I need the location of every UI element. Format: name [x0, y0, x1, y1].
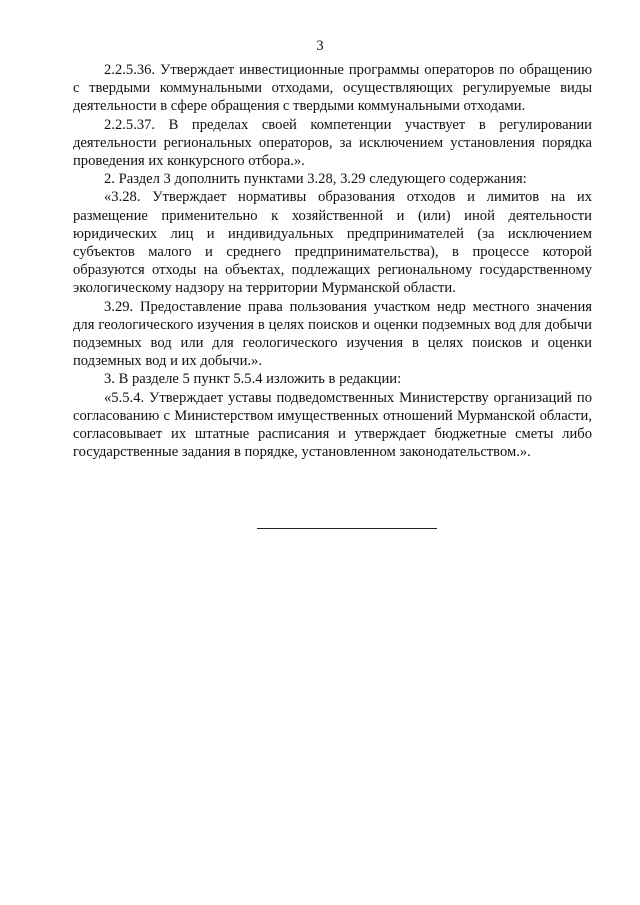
- document-body: [73, 61, 592, 461]
- page-number: 3: [316, 38, 324, 54]
- paragraph-amendment-2: 2. Раздел 3 дополнить пунктами 3.28, 3.29 следующего содержания:: [104, 171, 527, 188]
- paragraph-2-2-5-37: 2.2.5.37. В пределах своей компетенции участвует в регулировании деятельности региональных операторов, за исключением установления порядка проведения их конкурсного отбора.».: [73, 116, 592, 170]
- paragraph-3-29: 3.29. Предоставление права пользования участком недр местного значения для геологического изучения в целях поисков и оценки подземных вод для добычи подземных вод или для геологического изучения в целях поисков и оценки подземных вод и их добычи.».: [73, 298, 592, 370]
- paragraph-5-5-4: «5.5.4. Утверждает уставы подведомственных Министерству организаций по согласованию с Министерством имущественных отношений Мурманской области, согласовывает их штатные расписания и утверждает бюджетные сметы либо государственные задания в порядке, установленном законодательством.».: [73, 389, 592, 461]
- paragraph-3-28: «3.28. Утверждает нормативы образования отходов и лимитов на их размещение применительно к хозяйственной и (или) иной деятельности юридических лиц и индивидуальных предпринимателей (за исключением субъектов малого и среднего предпринимательства), в процессе которой образуются отходы на объектах, подлежащих региональному государственному экологическому надзору на территории Мурманской области.: [73, 189, 592, 297]
- paragraph-amendment-3: 3. В разделе 5 пункт 5.5.4 изложить в редакции:: [104, 371, 402, 388]
- paragraph-2-2-5-36: 2.2.5.36. Утверждает инвестиционные программы операторов по обращению с твердыми коммунальными отходами, осуществляющих регулируемые виды деятельности в сфере обращения с твердыми коммунальными отходами.: [73, 62, 592, 115]
- end-divider-line: [257, 528, 437, 529]
